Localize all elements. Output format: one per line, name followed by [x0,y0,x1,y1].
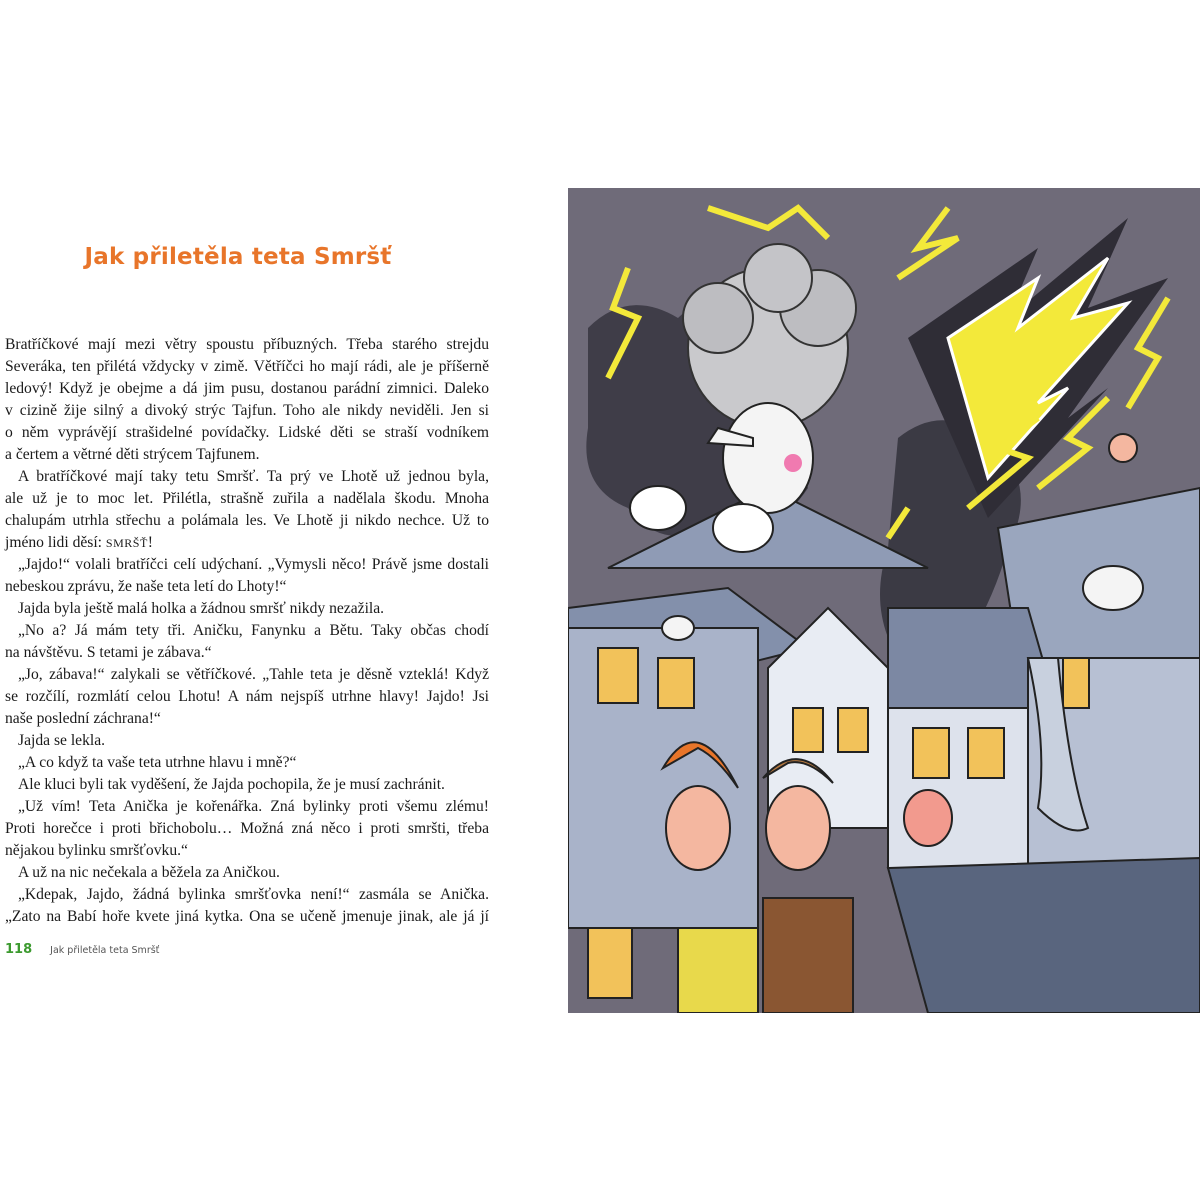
text-line: Jajda se lekla. [18,732,106,749]
text-line: A už na nic nečekala a běžela za Aničkou. [18,864,280,881]
text-line: na návštěvu. S tetami je zábava.“ [5,644,212,661]
small-caps-word: SMRŠŤ [105,536,148,550]
text-line: jméno lidi děsí: SMRŠŤ! [5,534,153,551]
text-line: „A co když ta vaše teta utrhne hlavu i mně?“ [18,754,297,771]
text-line: se rozčílí, rozmlátí celou Lhotu! A nám nejspíš utrhne hlavy! Jajdo! Jsi [5,688,489,705]
text-line: chalupám utrhla střechu a polámala les. Ve Lhotě ji nikdo nechce. Už to [5,512,489,529]
text-line: naše poslední záchrana!“ [5,710,161,727]
text-line: „Už vím! Teta Anička je kořenářka. Zná bylinky proti všemu zlému! [18,798,489,815]
text-line: ledový! Když je obejme a dá jim pusu, dostanou parádní zimnici. Daleko [5,380,489,397]
text-line: „Jajdo!“ volali bratříčci celí udýchaní. „Vymysli něco! Právě jsme dostali [18,556,489,573]
text-line: „Zato na Babí hoře kvete jiná kytka. Ona se učeně jmenuje jinak, ale já jí [5,908,489,925]
text-line: a čertem a větrné děti strýcem Tajfunem. [5,446,260,463]
chapter-title: Jak přiletěla teta Smršť [84,244,392,270]
text-line: o něm vyprávějí strašidelné povídačky. Lidské děti se straší vodníkem [5,424,489,441]
text-line: Proti horečce i proti břichobolu… Možná zná něco i proti smršti, třeba [5,820,489,837]
text-line: v cizině žije silný a divoký strýc Tajfun. Toho ale nikdy neviděli. Jen si [5,402,489,419]
text-line: Ale kluci byli tak vyděšení, že Jajda pochopila, že je musí zachránit. [18,776,445,793]
story-illustration [568,188,1200,1013]
text-line: „No a? Já mám tety tři. Aničku, Fanynku a Bětu. Taky občas chodí [18,622,489,639]
text-line: Jajda byla ještě malá holka a žádnou smršť nikdy nezažila. [18,600,385,617]
text-line: „Jo, zábava!“ zalykali se větříčkové. „Tahle teta je děsně vzteklá! Když [18,666,489,683]
text-line: A bratříčkové mají taky tetu Smršť. Ta prý ve Lhotě už jednou byla, [18,468,489,485]
text-line: ale už je to moc let. Přilétla, strašně zuřila a nadělala škodu. Mnoha [5,490,489,507]
text-line: nějakou bylinku smršťovku.“ [5,842,188,859]
page-footer [5,942,159,958]
text-line: nebeskou zprávu, že naše teta letí do Lhoty!“ [5,578,287,595]
storm-over-village-picture [568,188,1200,1013]
text-line: Bratříčkové mají mezi větry spoustu příbuzných. Třeba starého strejdu [5,336,489,353]
line-tail: ! [147,534,153,551]
text-line: „Kdepak, Jajdo, žádná bylinka smršťovka není!“ zasmála se Anička. [18,886,489,903]
page-number: 118 [5,942,33,957]
left-page [0,0,520,1200]
text-line: Severáka, ten přilétá vždycky v zimě. Větříčci ho mají rádi, ale je příšerně [5,358,489,375]
running-title: Jak přiletěla teta Smršť [50,945,160,956]
story-text [5,334,489,928]
